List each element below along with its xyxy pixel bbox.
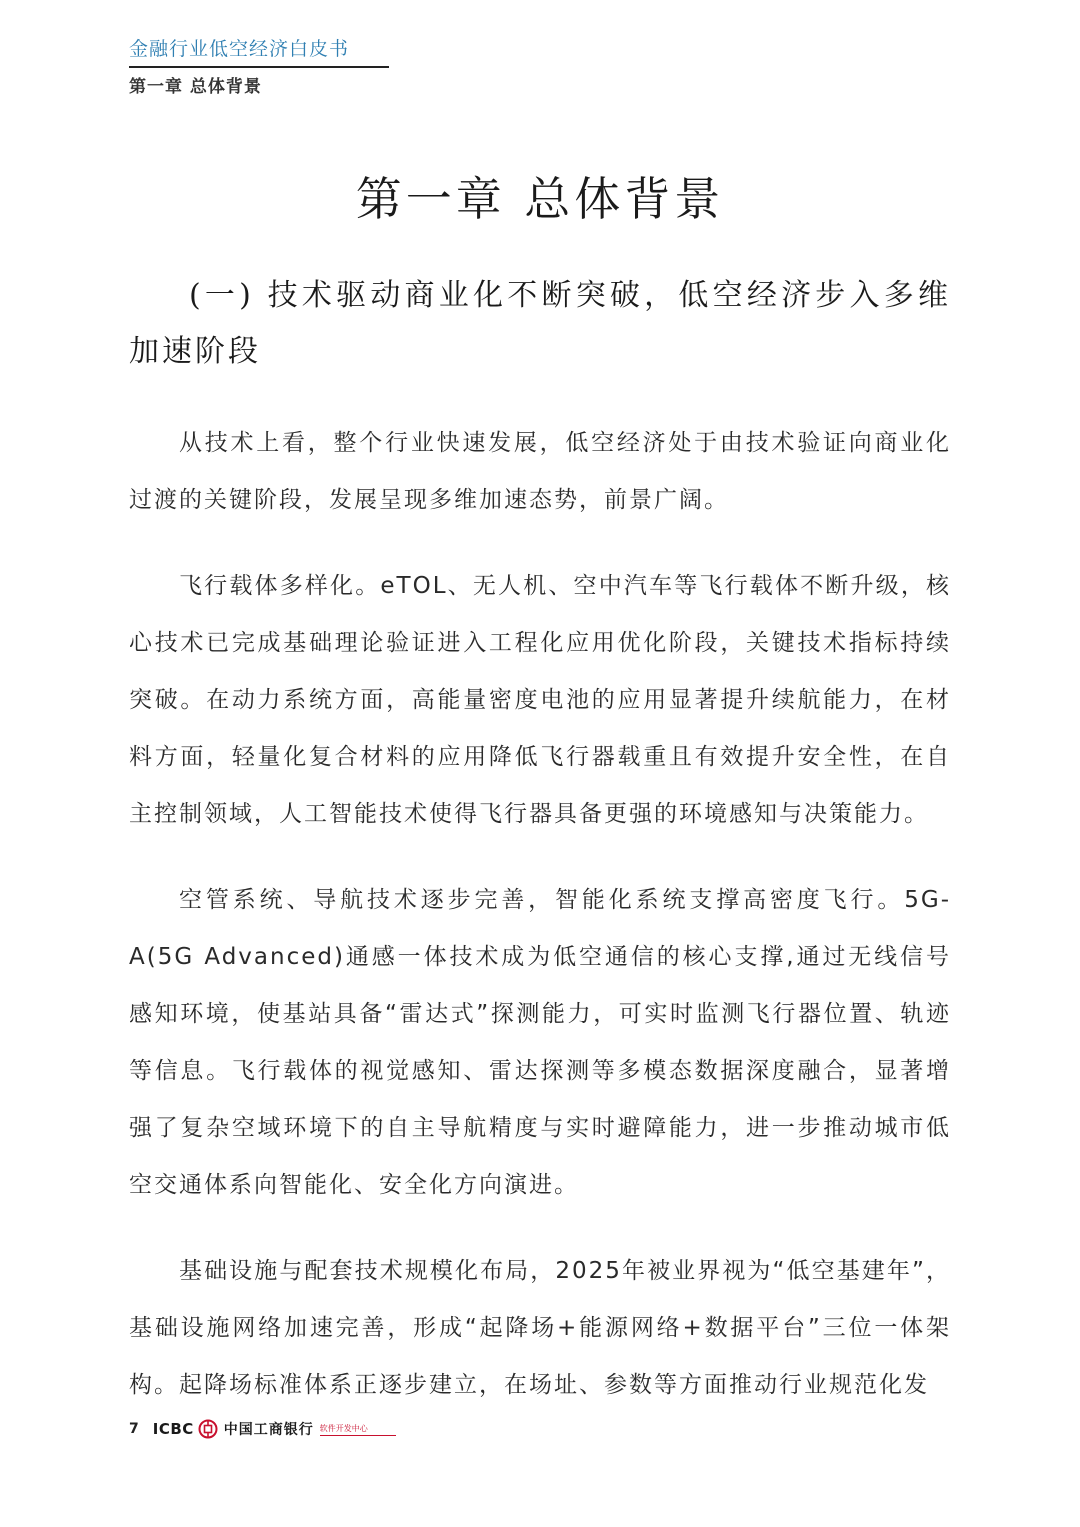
- body-text: [129, 268, 951, 1443]
- paragraph-3: 空管系统、导航技术逐步完善，智能化系统支撑高密度飞行。5G-A(5G Advanced)通感一体技术成为低空通信的核心支撑,通过无线信号感知环境，使基站具备“雷达式”探测能力，可实时监测飞行器位置、轨迹等信息。飞行载体的视觉感知、雷达探测等多模态数据深度融合，显著增强了复杂空域环境下的自主导航精度与实时避障能力，进一步推动城市低空交通体系向智能化、安全化方向演进。: [129, 887, 951, 1198]
- running-chapter-label: 第一章 总体背景: [129, 77, 262, 97]
- paragraph-4: 基础设施与配套技术规模化布局，2025年被业界视为“低空基建年”，基础设施网络加速完善，形成“起降场+能源网络+数据平台”三位一体架构。起降场标准体系正逐步建立，在场址、参数等方面推动行业规范化发: [129, 1258, 951, 1398]
- icbc-wordmark: ICBC: [152, 1420, 194, 1438]
- bank-name: 中国工商银行: [223, 1422, 314, 1438]
- section-heading: (一) 技术驱动商业化不断突破，低空经济步入多维加速阶段: [129, 278, 951, 369]
- page-footer: [129, 1415, 396, 1443]
- department-name: 软件开发中心: [320, 1423, 396, 1436]
- chapter-heading: 第一章 总体背景: [355, 172, 725, 226]
- icbc-logo-icon: [198, 1419, 218, 1439]
- page-number: 7: [129, 1421, 139, 1437]
- document-title: 金融行业低空经济白皮书: [129, 38, 350, 60]
- running-header: [129, 36, 389, 97]
- paragraph-2: 飞行载体多样化。eTOL、无人机、空中汽车等飞行载体不断升级，核心技术已完成基础理论验证进入工程化应用优化阶段，关键技术指标持续突破。在动力系统方面，高能量密度电池的应用显著提升续航能力，在材料方面，轻量化复合材料的应用降低飞行器载重且有效提升安全性，在自主控制领域，人工智能技术使得飞行器具备更强的环境感知与决策能力。: [129, 573, 951, 827]
- header-rule: [129, 66, 389, 68]
- paragraph-1: 从技术上看，整个行业快速发展，低空经济处于由技术验证向商业化过渡的关键阶段，发展呈现多维加速态势，前景广阔。: [129, 430, 951, 513]
